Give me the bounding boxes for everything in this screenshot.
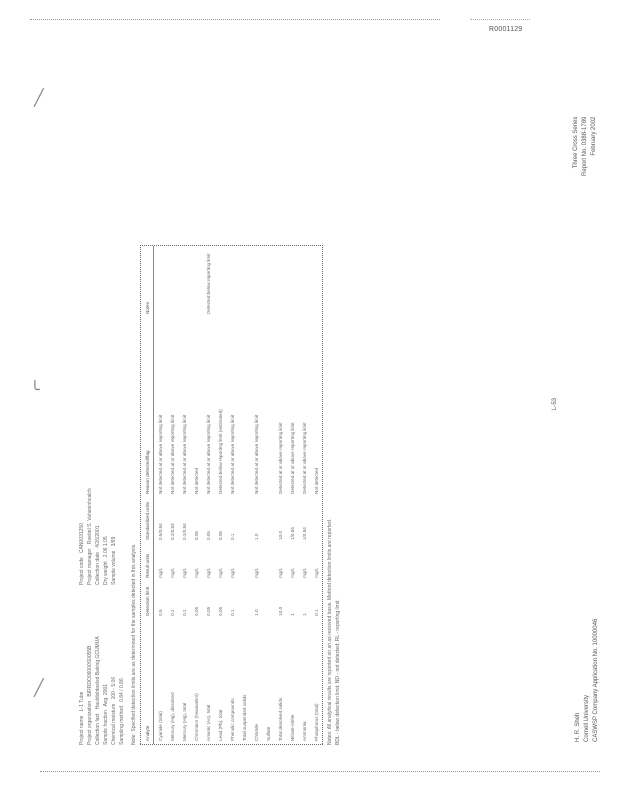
header-line: Three Cross Series: [573, 116, 579, 169]
meta-value: 3/89: [111, 536, 117, 547]
column-header: Reason detected/flag: [141, 317, 154, 497]
header-line: February 2002: [591, 116, 597, 156]
table-footnote: Notes: All analytical results are reported on an as-received basis. Method detection limits are reported.: [327, 518, 333, 745]
results-table: [141, 246, 322, 744]
table-cell: 0.05: [193, 531, 199, 540]
table-cell: Not detected at or above reporting limit: [205, 414, 211, 494]
table-row: [310, 246, 322, 744]
table-cell: Nitrate-nitrite: [289, 714, 295, 741]
table-row: [214, 246, 226, 744]
page-number: L-53: [552, 397, 558, 410]
table-row: [202, 246, 214, 744]
table-cell: 0.5: [157, 609, 163, 616]
table-cell: 0.05: [193, 606, 199, 616]
meta-value: 2.06 1.05: [103, 536, 109, 558]
table-cell: Mercury (Hg), total: [181, 702, 187, 741]
meta-row: [102, 425, 110, 585]
meta-label: Collection date: [95, 551, 101, 585]
table-cell: 1/0.84: [289, 527, 295, 540]
table-cell: Not detected: [313, 467, 319, 494]
punch-hole-mark: ╱: [34, 678, 44, 697]
meta-row: [118, 585, 126, 745]
table-cell: 1.0: [253, 609, 259, 616]
table-row: [286, 246, 298, 744]
table-cell: 0.2/0.84: [169, 523, 175, 540]
table-row: [298, 246, 310, 744]
table-cell: 0.1: [229, 533, 235, 540]
table-cell: Detected at or above reporting limit: [277, 422, 283, 494]
meta-row: [86, 585, 94, 745]
bottom-border: [40, 771, 600, 772]
meta-label: Collection fact: [95, 713, 101, 745]
document-number: R0001129: [489, 26, 523, 33]
table-cell: Not detected at or above reporting limit: [181, 414, 187, 494]
table-cell: Lead (Pb), total: [217, 709, 223, 741]
table-cell: Chloride: [253, 723, 259, 741]
table-row: [154, 246, 167, 744]
column-header: Analyte: [141, 619, 154, 744]
table-cell: [238, 497, 250, 543]
table-cell: Not detected at or above reporting limit: [229, 414, 235, 494]
table-cell: mg/L: [289, 567, 295, 578]
table-cell: [286, 246, 298, 317]
table-cell: Detected below reporting limit: [205, 253, 211, 314]
footer-line: H. R. Sheh: [575, 712, 581, 742]
table-cell: [154, 246, 167, 317]
table-cell: Cyanide (total): [157, 711, 163, 741]
table-cell: 0.1: [229, 609, 235, 616]
table-cell: [250, 246, 262, 317]
meta-value: Avg. 2001: [103, 683, 109, 707]
table-cell: Mercury (Hg), dissolved: [169, 692, 175, 741]
header-line: Report No. 0388-1789: [582, 116, 588, 176]
meta-label: Project code: [79, 557, 85, 585]
meta-label: Project manager: [87, 548, 93, 585]
punch-hole-mark: ╰: [30, 380, 40, 399]
meta-row: [110, 585, 118, 745]
table-cell: [238, 581, 250, 619]
table-cell: [238, 317, 250, 497]
table-cell: [262, 246, 274, 317]
table-row: [274, 246, 286, 744]
sample-metadata: [78, 425, 126, 745]
table-cell: Not detected at or above reporting limit: [157, 414, 163, 494]
table-cell: 0.5/0.84: [157, 523, 163, 540]
meta-value: 0.84 / 0.86: [119, 678, 125, 702]
meta-value: 100 - 5.06: [111, 676, 117, 700]
table-cell: mg/L: [157, 567, 163, 578]
column-header: Result units: [141, 543, 154, 581]
report-header: [572, 117, 599, 176]
table-cell: Total suspended solids: [241, 694, 247, 741]
meta-label: Project organization: [87, 700, 93, 745]
table-cell: 0.2: [181, 609, 187, 616]
table-cell: 0.2/0.84: [181, 523, 187, 540]
meta-row: [78, 585, 86, 745]
table-cell: Not detected: [193, 467, 199, 494]
meta-label: Chemical moisture: [111, 703, 117, 745]
table-cell: 0.05: [217, 531, 223, 540]
table-cell: [274, 246, 286, 317]
meta-value: L-1 Tube: [79, 691, 85, 712]
table-footnote: BDL - below detection limit; ND - not detected; RL - reporting limit.: [335, 599, 341, 745]
table-row: [250, 246, 262, 744]
table-cell: mg/L: [229, 567, 235, 578]
table-cell: [310, 497, 322, 543]
table-cell: Phenolic compounds: [229, 698, 235, 741]
meta-row: [102, 585, 110, 745]
meta-row: [86, 425, 94, 585]
table-row: [238, 246, 250, 744]
table-row: [178, 246, 190, 744]
table-cell: Detected at or above reporting limit: [301, 422, 307, 494]
table-cell: 1/0.84: [301, 527, 307, 540]
table-cell: 0.05: [205, 531, 211, 540]
table-cell: Total dissolved solids: [277, 697, 283, 741]
analysis-report-block: [78, 245, 342, 745]
table-cell: mg/L: [253, 567, 259, 578]
document-footer: [574, 619, 601, 742]
table-row: [226, 246, 238, 744]
table-row: [262, 246, 274, 744]
table-cell: mg/L: [277, 567, 283, 578]
table-cell: [310, 246, 322, 317]
table-cell: Not detected at or above reporting limit: [253, 414, 259, 494]
meta-label: Sample fraction: [103, 710, 109, 745]
table-cell: [166, 246, 178, 317]
table-cell: Arsenic (As), total: [205, 704, 211, 741]
meta-label: Dry weight: [103, 561, 109, 585]
table-cell: mg/L: [313, 567, 319, 578]
table-cell: 0.1: [313, 609, 319, 616]
table-cell: [178, 246, 190, 317]
footer-line: Cornell University: [584, 694, 590, 742]
meta-value: CAN0031250: [79, 523, 85, 554]
table-cell: mg/L: [193, 567, 199, 578]
table-row: [190, 246, 202, 744]
column-header: Detection limit: [141, 581, 154, 619]
table-cell: 10.0: [277, 531, 283, 540]
results-table-frame: [140, 245, 323, 745]
top-border-tick: [470, 19, 530, 20]
meta-row: [94, 585, 102, 745]
table-note: Note: Specified detection limits are as determined for the samples detected in this analysis.: [131, 543, 137, 745]
meta-value: BIRRDO06000S0055B: [87, 645, 93, 697]
top-border: [30, 19, 440, 20]
table-cell: [214, 246, 226, 317]
meta-value: Roebel S. Vahaninhcalch: [87, 488, 93, 545]
table-cell: [262, 317, 274, 497]
table-cell: [190, 246, 202, 317]
meta-label: Project name: [79, 715, 85, 745]
table-cell: [298, 246, 310, 317]
table-cell: [238, 543, 250, 581]
table-cell: Sulfate: [265, 726, 271, 741]
table-cell: [262, 497, 274, 543]
footer-line: CASWSP Company Application No. 10000046: [593, 618, 599, 742]
meta-value: 4/26/2001: [95, 525, 101, 548]
table-cell: Phosphorus (total): [313, 703, 319, 741]
table-header-row: [141, 246, 154, 744]
meta-row: [110, 425, 118, 585]
column-header: Standardized units: [141, 497, 154, 543]
table-cell: mg/L: [205, 567, 211, 578]
table-cell: Not detected at or above reporting limit: [169, 414, 175, 494]
table-cell: mg/L: [181, 567, 187, 578]
table-cell: 10.0: [277, 606, 283, 616]
table-cell: mg/L: [301, 567, 307, 578]
table-cell: mg/L: [217, 567, 223, 578]
table-cell: mg/L: [169, 567, 175, 578]
table-cell: Detected at or above reporting limit: [289, 422, 295, 494]
meta-row: [78, 425, 86, 585]
meta-row: [94, 425, 102, 585]
punch-hole-mark: ╱: [34, 88, 44, 107]
meta-label: Sample volume: [111, 550, 117, 585]
table-cell: Detected below reporting limit (estimated): [217, 409, 223, 494]
table-cell: 1.0: [253, 533, 259, 540]
table-cell: [262, 581, 274, 619]
table-cell: [226, 246, 238, 317]
table-cell: 0.2: [169, 609, 175, 616]
table-cell: Ammonia: [301, 721, 307, 741]
table-cell: 1: [301, 613, 307, 616]
meta-value: Hauldishtoelsd Baking GCUMUA: [95, 636, 101, 710]
table-cell: 1: [289, 613, 295, 616]
table-cell: [262, 543, 274, 581]
meta-label: Sampling method: [119, 706, 125, 745]
table-body: [154, 246, 323, 744]
table-cell: [238, 246, 250, 317]
table-cell: Chromium (hexavalent): [193, 693, 199, 741]
table-cell: 0.05: [217, 606, 223, 616]
column-header: Notes: [141, 246, 154, 317]
table-cell: 0.05: [205, 606, 211, 616]
table-row: [166, 246, 178, 744]
